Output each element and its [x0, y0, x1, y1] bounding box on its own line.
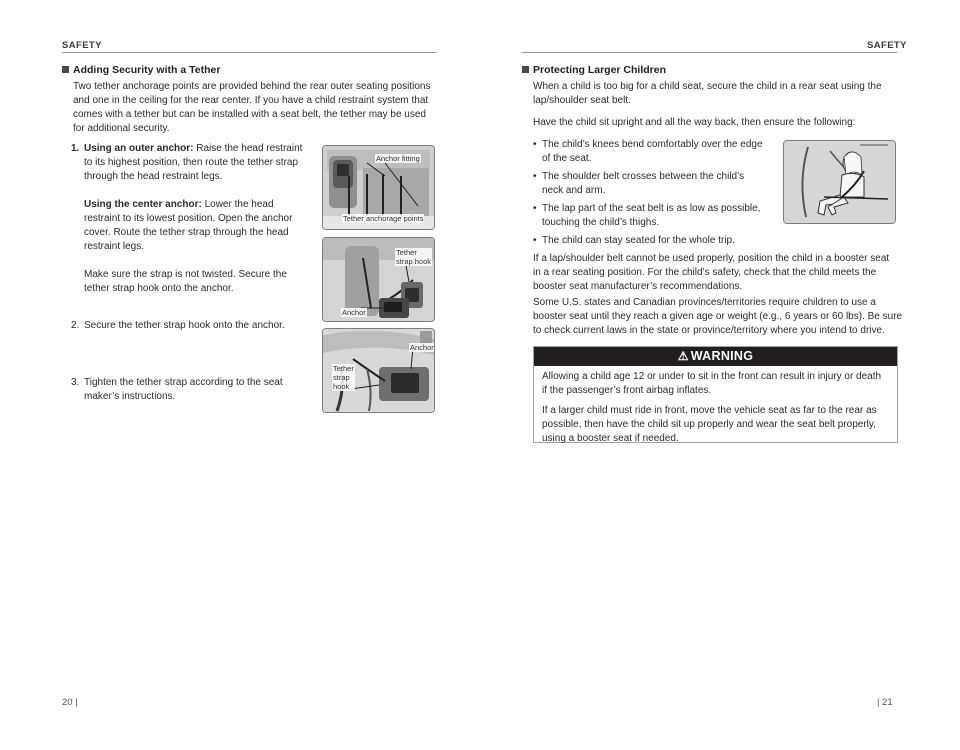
- step-line: through the head restraint legs.: [84, 171, 223, 182]
- header-rule-right: [522, 52, 897, 53]
- checklist-item: [533, 202, 768, 230]
- checklist-line: The lap part of the seat belt is as low as possible,: [542, 203, 761, 214]
- step-line: Make sure the strap is not twisted. Secure the: [84, 269, 287, 280]
- subhead-outer-anchor: Using an outer anchor:: [84, 143, 194, 154]
- step-number: 1.: [71, 143, 80, 154]
- checklist-item: [533, 234, 768, 248]
- child-seat-belt-illustration: [784, 141, 895, 223]
- step-1-outer-anchor: [84, 142, 311, 184]
- laws-paragraph: [533, 296, 908, 338]
- warning-line: if the passenger’s front airbag inflates.: [542, 385, 712, 396]
- section-title-tether: [62, 64, 220, 76]
- bullet-icon: •: [533, 171, 537, 182]
- warning-paragraph-2: [542, 404, 889, 446]
- step-line: restraint to its lowest position. Open the anchor: [84, 213, 293, 224]
- warning-line: using a booster seat if needed.: [542, 433, 679, 444]
- subhead-center-anchor: Using the center anchor:: [84, 199, 202, 210]
- page-number-right: | 21: [877, 697, 893, 708]
- label-tether-anchorage-points: Tether anchorage points: [343, 214, 424, 223]
- step-line: restraint legs.: [84, 241, 145, 252]
- label-anchor: Anchor: [410, 343, 434, 352]
- step-line: Raise the head restraint: [193, 143, 303, 154]
- larger-children-intro: [533, 80, 903, 108]
- tether-intro: [73, 80, 443, 136]
- step-1: [71, 142, 311, 296]
- header-rule-left: [62, 52, 437, 53]
- check-instruction: Have the child sit upright and all the way back, then ensure the following:: [533, 117, 856, 128]
- booster-line: in a rear seating position. For the child’s safety, check that the child meets the: [533, 267, 877, 278]
- laws-line: Some U.S. states and Canadian provinces/territories require children to use a: [533, 297, 876, 308]
- intro-line: comes with a tether but can be installed with a seat belt, the tether may be used: [73, 109, 426, 120]
- booster-line: booster seat manufacturer’s recommendations.: [533, 281, 743, 292]
- warning-header: [534, 347, 897, 366]
- figure-child-seated: [783, 140, 896, 224]
- figure-anchor-fitting: [322, 145, 435, 230]
- step-number: 3.: [71, 377, 80, 388]
- warning-line: possible, then have the child sit up properly and wear the seat belt properly,: [542, 419, 876, 430]
- warning-paragraph-1: [542, 370, 889, 398]
- step-1-center-anchor: [84, 198, 311, 254]
- warning-triangle-icon: ⚠: [677, 349, 689, 363]
- warning-line: If a larger child must ride in front, move the vehicle seat as far to the rear as: [542, 405, 877, 416]
- step-3: [71, 376, 311, 404]
- section-header-right: SAFETY: [867, 40, 907, 51]
- label-anchor-fitting: Anchor fitting: [376, 154, 420, 163]
- bullet-icon: •: [533, 139, 537, 150]
- label-tether-strap-hook: Tether strap hook: [333, 364, 354, 391]
- checklist-line: of the seat.: [542, 153, 592, 164]
- warning-line: Allowing a child age 12 or under to sit in the front can result in injury or death: [542, 371, 882, 382]
- step-line: tether strap hook onto the anchor.: [84, 283, 234, 294]
- checklist-line: touching the child’s thighs.: [542, 217, 660, 228]
- step-2: [71, 319, 311, 333]
- booster-paragraph: [533, 252, 908, 294]
- booster-line: If a lap/shoulder belt cannot be used properly, position the child in a booster seat: [533, 253, 890, 264]
- warning-box: [533, 346, 898, 443]
- step-line: Secure the tether strap hook onto the anchor.: [84, 320, 285, 331]
- laws-line: to check current laws in the state or province/territory where you intend to drive.: [533, 325, 885, 336]
- checklist: [533, 138, 768, 252]
- step-line: Lower the head: [201, 199, 274, 210]
- bullet-icon: •: [533, 203, 537, 214]
- intro-line: When a child is too big for a child seat, secure the child in a rear seat using the: [533, 81, 882, 92]
- warning-body: [534, 366, 897, 446]
- checklist-line: The shoulder belt crosses between the child’s: [542, 171, 745, 182]
- step-line: to its highest position, then route the tether strap: [84, 157, 299, 168]
- section-marker-icon: [62, 66, 69, 73]
- bullet-icon: •: [533, 235, 537, 246]
- warning-heading: WARNING: [690, 349, 754, 363]
- section-title-text: Adding Security with a Tether: [73, 64, 221, 76]
- checklist-line: The child can stay seated for the whole trip.: [542, 235, 735, 246]
- laws-line: booster seat until they reach a given age or weight (e.g., 6 years or 60 lbs). Be sure: [533, 311, 903, 322]
- intro-line: Two tether anchorage points are provided behind the rear outer seating positions: [73, 81, 431, 92]
- figure-center-anchor: [322, 328, 435, 413]
- checklist-item: [533, 170, 768, 198]
- label-tether-strap-hook: Tether strap hook: [396, 248, 432, 266]
- section-title-larger-children: [522, 64, 666, 76]
- checklist-line: The child’s knees bend comfortably over the edge: [542, 139, 763, 150]
- section-header-left: SAFETY: [62, 40, 102, 51]
- checklist-item: [533, 138, 768, 166]
- label-anchor: Anchor: [342, 308, 366, 317]
- checklist-line: neck and arm.: [542, 185, 606, 196]
- section-title-text: Protecting Larger Children: [533, 64, 667, 76]
- right-page: [480, 0, 960, 750]
- section-marker-icon: [522, 66, 529, 73]
- intro-line: and one in the ceiling for the rear center. If you have a child restraint system that: [73, 95, 429, 106]
- page-number-left: 20 |: [62, 697, 78, 708]
- figure-outer-anchor: [322, 237, 435, 322]
- step-line: maker’s instructions.: [84, 391, 176, 402]
- intro-line: for additional security.: [73, 123, 170, 134]
- intro-line: lap/shoulder seat belt.: [533, 95, 631, 106]
- step-line: Tighten the tether strap according to the seat: [84, 377, 283, 388]
- step-line: cover. Route the tether strap through the head: [84, 227, 289, 238]
- step-number: 2.: [71, 320, 80, 331]
